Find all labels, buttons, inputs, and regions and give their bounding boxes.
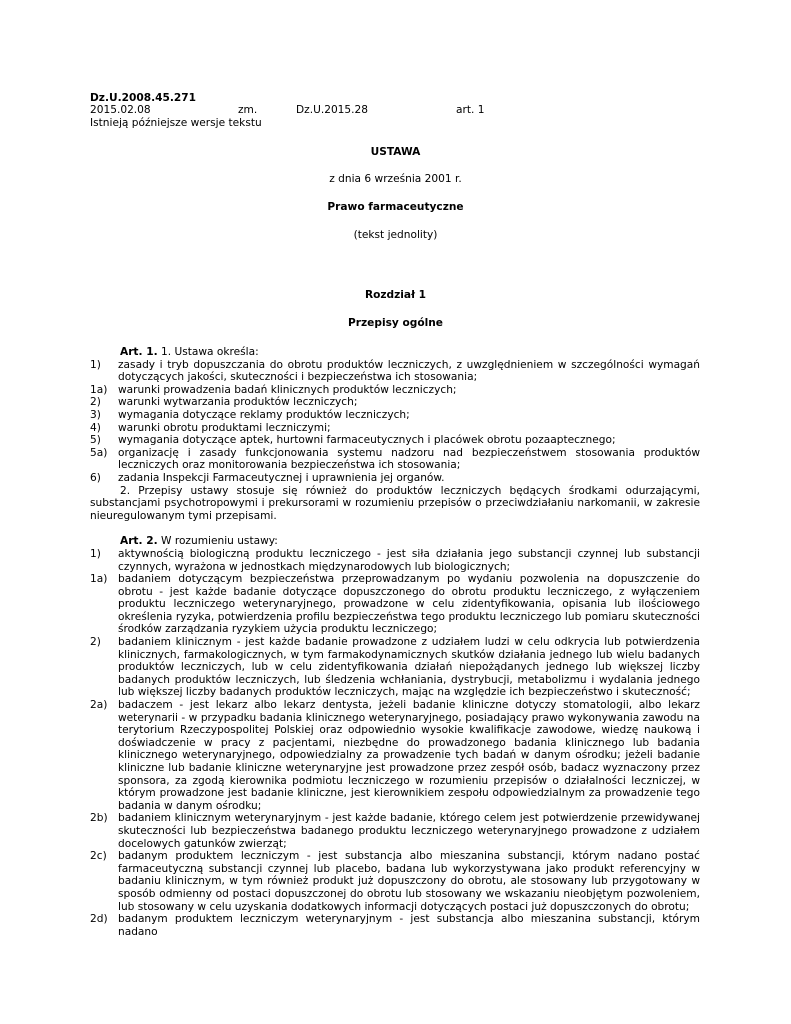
article-2-heading	[90, 535, 700, 548]
list-item: 5) wymagania dotyczące aptek, hurtowni farmaceutycznych i placówek obrotu pozaaptecznego;	[90, 434, 616, 447]
list-item: 2a) badaczem - jest lekarz albo lekarz dentysta, jeżeli badanie kliniczne dotyczy stomatologii, albo lekarz weterynarii - w przypadku badania klinicznego weterynaryjnego, posiadający prawo wykonywania zawodu na terytorium Rzeczypospolitej Polskiej oraz odpowiednio wysokie kwalifikacje zawodowe, wiedzę naukową i doświadczenie w pracy z pacjentami, niezbędne do prowadzonego badania klinicznego lub badania klinicznego weterynaryjnego, odpowiedzialny za prowadzenie tych badań w danym ośrodku; jeżeli badanie kliniczne lub badanie kliniczne weterynaryjne jest prowadzone przez zespół osób, badacz wyznaczony przez sponsora, za zgodą kierownika podmiotu leczniczego w rozumieniu przepisów o działalności leczniczej, w którym prowadzone jest badanie kliniczne, jest kierownikiem zespołu odpowiedzialnym za prowadzenie tego badania w danym ośrodku;	[90, 699, 700, 812]
chapter-title: Przepisy ogólne	[348, 317, 443, 329]
list-item: 6) zadania Inspekcji Farmaceutycznej i uprawnienia jej organów.	[90, 471, 445, 484]
list-item: 1a) warunki prowadzenia badań klinicznych produktów leczniczych;	[90, 383, 457, 396]
amendment-article: art. 1	[456, 104, 485, 116]
list-item: 5a) organizację i zasady funkcjonowania systemu nadzoru nad bezpieczeństwem stosowania produktów leczniczych oraz monitorowania bezpieczeństwa ich stosowania;	[90, 446, 700, 472]
amendment-date: 2015.02.08	[90, 104, 151, 116]
article-1-intro: 1. Ustawa określa:	[157, 346, 259, 358]
amendment-journal: Dz.U.2015.28	[296, 104, 369, 116]
act-date: z dnia 6 września 2001 r.	[329, 173, 462, 185]
journal-reference: Dz.U.2008.45.271	[90, 92, 196, 104]
list-item: 2c) badanym produktem leczniczym - jest substancja albo mieszanina substancji, którym nadano postać farmaceutyczną substancji czynnej lub placebo, badana lub wykorzystywana jako produkt referencyjny w badaniu klinicznym, w tym również produkt już dopuszczony do obrotu, ale stosowany lub przygotowany w sposób odmienny od postaci dopuszczonej do obrotu lub stosowany we wskazaniu nieobjętym pozwoleniem, lub stosowany w celu uzyskania dodatkowych informacji dotyczących postaci już dopuszczonych do obrotu;	[90, 850, 700, 913]
list-item: 2) badaniem klinicznym - jest każde badanie prowadzone z udziałem ludzi w celu odkrycia lub potwierdzenia klinicznych, farmakologicznych, w tym farmakodynamicznych skutków działania jednego lub wielu badanych produktów leczniczych, lub w celu zidentyfikowania działań niepożądanych jednego lub większej liczby badanych produktów leczniczych, lub śledzenia wchłaniania, dystrybucji, metabolizmu i wydalania jednego lub większej liczby badanych produktów leczniczych, mając na względzie ich bezpieczeństwo i skuteczność;	[90, 636, 700, 699]
chapter-number: Rozdział 1	[364, 289, 427, 301]
amendment-row	[90, 104, 510, 117]
list-item: 2d) badanym produktem leczniczym weterynaryjnym - jest substancja albo mieszanina substancji, którym nadano	[90, 913, 700, 938]
list-item: 2b) badaniem klinicznym weterynaryjnym - jest każde badanie, którego celem jest potwierdzenie przewidywanej skuteczności lub bezpieczeństwa badanego produktu leczniczego weterynaryjnego prowadzone z udziałem docelowych gatunków zwierząt;	[90, 812, 700, 850]
spacer	[90, 522, 700, 535]
list-item: 4) warunki obrotu produktami leczniczymi;	[90, 421, 331, 434]
act-text-type: (tekst jednolity)	[353, 229, 438, 241]
amendment-type: zm.	[238, 104, 258, 116]
article-2-intro: W rozumieniu ustawy:	[157, 535, 278, 548]
list-item: 1a) badaniem dotyczącym bezpieczeństwa przeprowadzanym po wydaniu pozwolenia na dopuszczenie do obrotu - jest każde badanie dotyczące dopuszczonego do obrotu produktu leczniczego, z wyłączeniem produktu leczniczego weterynaryjnego, prowadzone w celu zidentyfikowania, opisania lub ilościowego określenia ryzyka, potwierdzenia profilu bezpieczeństwa tego produktu leczniczego lub pomiaru skuteczności środków zarządzania ryzykiem użycia produktu leczniczego;	[90, 573, 700, 636]
versions-note: Istnieją późniejsze wersje tekstu	[90, 117, 262, 129]
article-2-label: Art. 2.	[120, 535, 158, 548]
list-item: 3) wymagania dotyczące reklamy produktów leczniczych;	[90, 408, 410, 421]
act-type-title: USTAWA	[370, 146, 421, 158]
act-name: Prawo farmaceutyczne	[327, 201, 464, 213]
list-item: 1) aktywnością biologiczną produktu leczniczego - jest siła działania jego substancji czynnej lub substancji czynnych, wyrażona w jednostkach międzynarodowych lub biologicznych;	[90, 547, 700, 573]
list-item: 1) zasady i tryb dopuszczania do obrotu produktów leczniczych, z uwzględnieniem w szczególności wymagań dotyczących jakości, skuteczności i bezpieczeństwa ich stosowania;	[90, 358, 700, 384]
article-1-heading	[90, 346, 700, 359]
document-body	[90, 346, 700, 938]
article-1-paragraph-2: 2. Przepisy ustawy stosuje się również do produktów leczniczych będących środkami odurzającymi, substancjami psychotropowymi i prekursorami w rozumieniu przepisów o przeciwdziałaniu narkomanii, w zakresie nieuregulowanym tymi przepisami.	[90, 484, 700, 522]
list-item: 2) warunki wytwarzania produktów leczniczych;	[90, 396, 358, 409]
article-1-label: Art. 1.	[120, 346, 158, 358]
